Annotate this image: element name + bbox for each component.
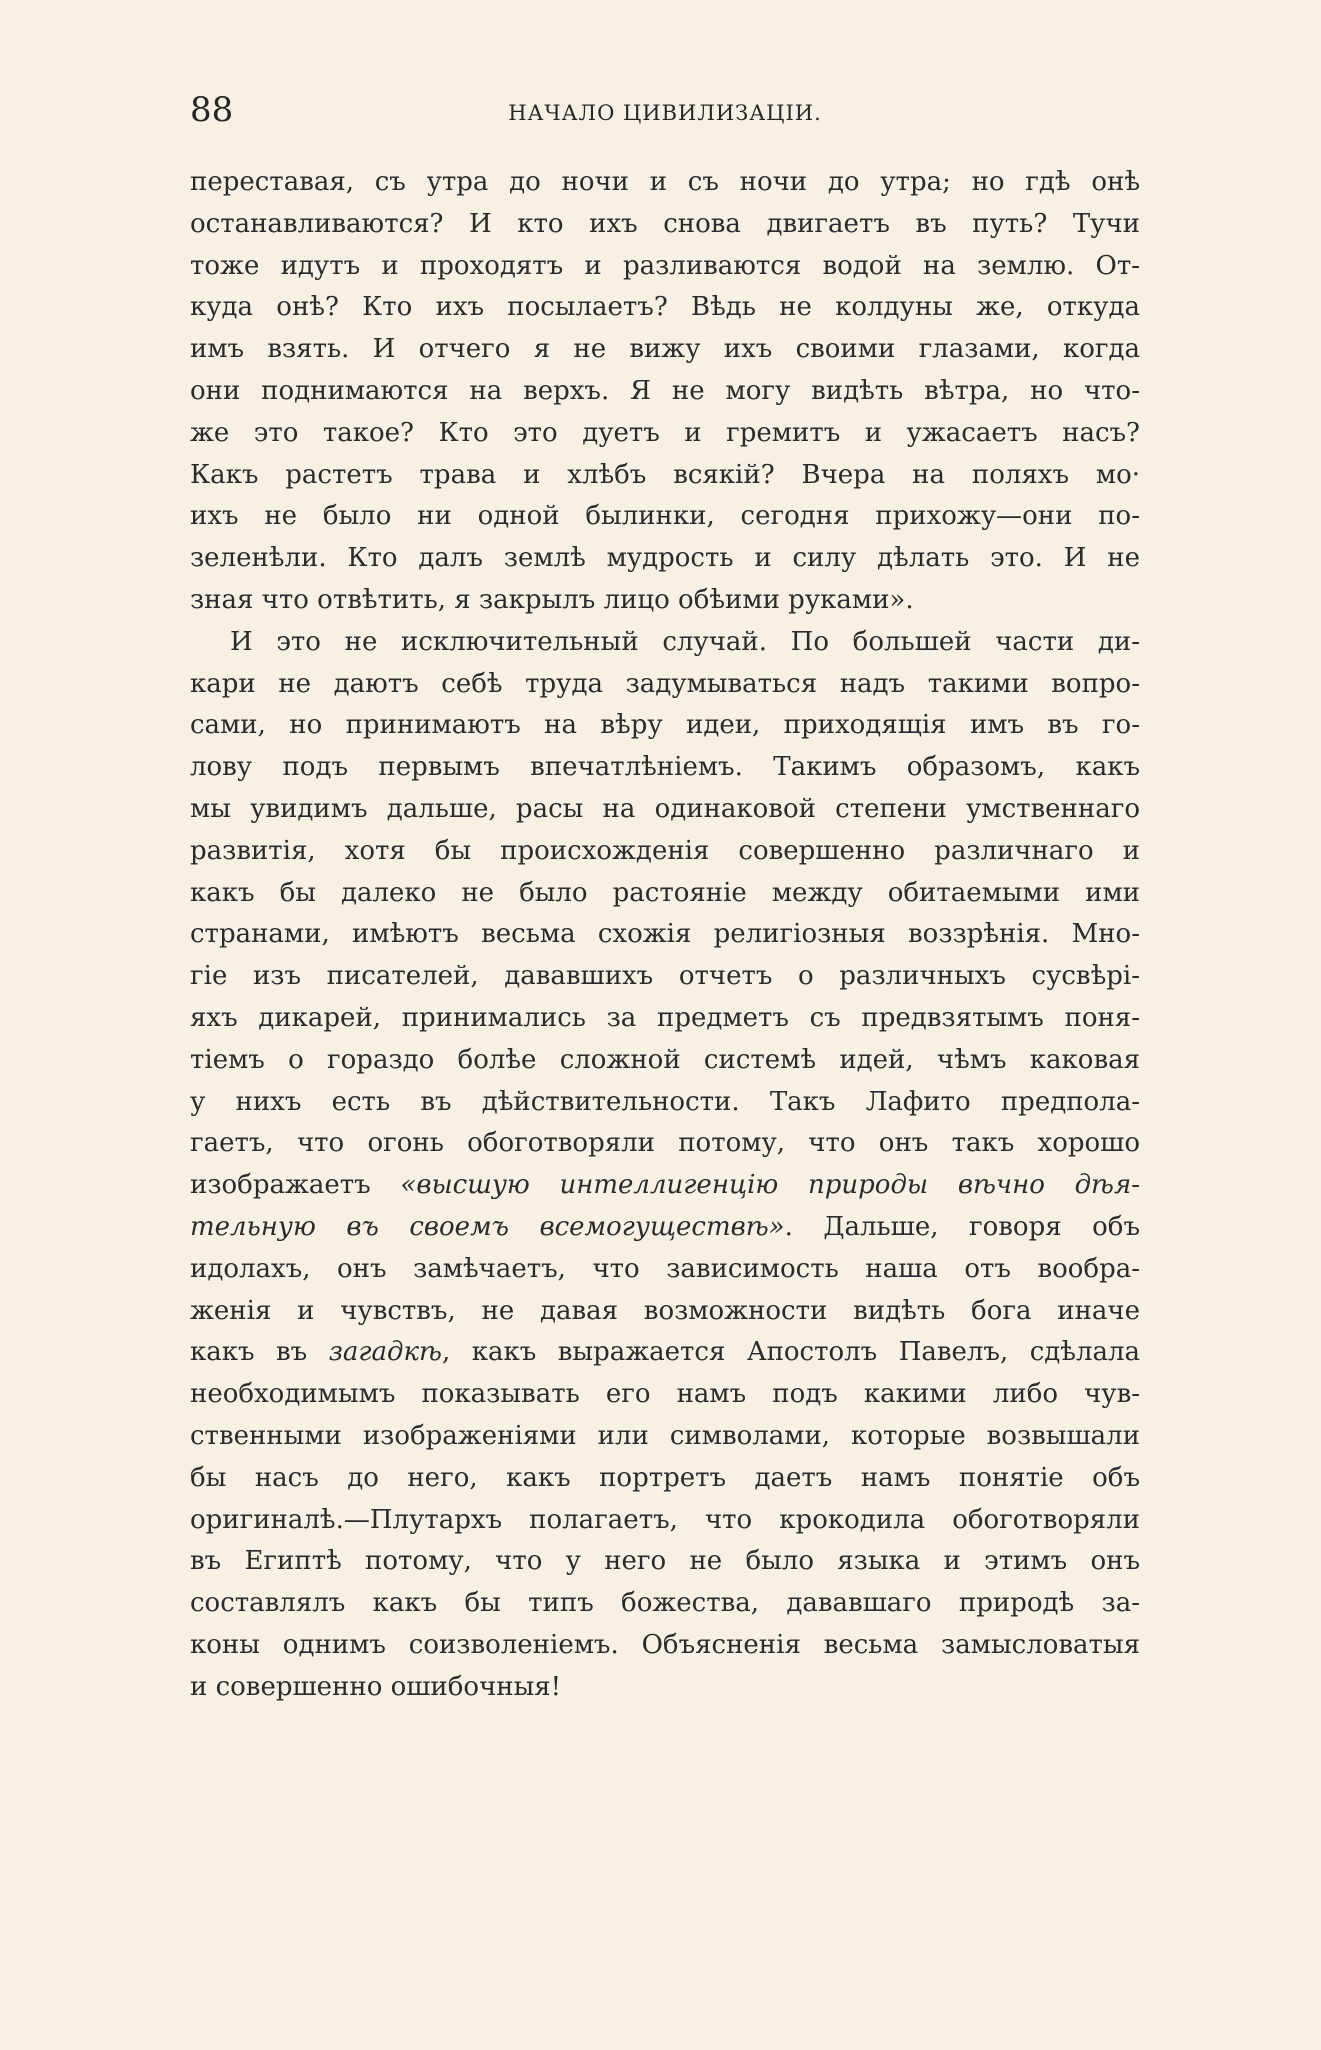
text-line xyxy=(190,1667,1140,1709)
text-segment: И это не исключительный случай. По большей части ди- xyxy=(230,626,1140,657)
text-line xyxy=(190,162,1140,204)
text-segment: кари не даютъ себѣ труда задумываться надъ такими вопро- xyxy=(190,668,1140,699)
text-segment: яхъ дикарей, принимались за предметъ съ предвзятымъ поня- xyxy=(190,1002,1140,1033)
text-line xyxy=(190,1374,1140,1416)
text-line xyxy=(190,455,1140,497)
text-segment: Какъ растетъ трава и хлѣбъ всякій? Вчера на поляхъ мо· xyxy=(190,459,1140,490)
text-line xyxy=(190,664,1140,706)
text-line xyxy=(190,831,1140,873)
text-segment: тоже идутъ и проходятъ и разливаются водой на землю. От- xyxy=(190,250,1140,281)
text-line xyxy=(190,1583,1140,1625)
text-line xyxy=(190,1416,1140,1458)
italic-text: тельную въ своемъ всемогуществѣ» xyxy=(190,1211,785,1242)
text-segment: и совершенно ошибочныя! xyxy=(190,1671,562,1702)
text-line xyxy=(190,1249,1140,1291)
text-segment: бы насъ до него, какъ портретъ даетъ намъ понятіе объ xyxy=(190,1462,1140,1493)
text-segment: коны однимъ соизволеніемъ. Объясненія весьма замысловатыя xyxy=(190,1629,1140,1660)
text-line xyxy=(190,371,1140,413)
page-number: 88 xyxy=(190,90,234,130)
text-segment: зная что отвѣтить, я закрылъ лицо обѣими руками». xyxy=(190,584,914,615)
text-segment: въ Египтѣ потому, что у него не было языка и этимъ онъ xyxy=(190,1546,1140,1577)
text-line xyxy=(190,1165,1140,1207)
text-line xyxy=(190,705,1140,747)
running-title: НАЧАЛО ЦИВИЛИЗАЦІИ. xyxy=(508,101,822,125)
text-line xyxy=(190,329,1140,371)
text-segment: какъ бы далеко не было растояніе между обитаемыми ими xyxy=(190,877,1140,908)
text-segment: тіемъ о гораздо болѣе сложной системѣ идей, чѣмъ каковая xyxy=(190,1044,1140,1075)
text-segment: лову подъ первымъ впечатлѣніемъ. Такимъ образомъ, какъ xyxy=(190,752,1140,783)
text-segment: же это такое? Кто это дуетъ и гремитъ и ужасаетъ насъ? xyxy=(190,417,1140,448)
italic-text: загадкѣ xyxy=(328,1337,442,1368)
text-line xyxy=(190,789,1140,831)
text-segment: куда онѣ? Кто ихъ посылаетъ? Вѣдь не колдуны же, откуда xyxy=(190,292,1140,323)
text-segment: составлялъ какъ бы типъ божества, дававшаго природѣ за- xyxy=(190,1588,1140,1619)
text-segment: мы увидимъ дальше, расы на одинаковой степени умственнаго xyxy=(190,793,1140,824)
text-line xyxy=(190,413,1140,455)
text-segment: . Дальше, говоря объ xyxy=(784,1211,1140,1242)
text-segment: необходимымъ показывать его намъ подъ какими либо чув- xyxy=(190,1379,1140,1410)
page-header xyxy=(190,90,1140,140)
text-line xyxy=(190,1332,1140,1374)
text-segment: они поднимаются на верхъ. Я не могу видѣть вѣтра, но что- xyxy=(190,375,1140,406)
text-line xyxy=(190,538,1140,580)
text-segment: идолахъ, онъ замѣчаетъ, что зависимость наша отъ вообра- xyxy=(190,1253,1140,1284)
text-segment: у нихъ есть въ дѣйствительности. Такъ Лафито предпола- xyxy=(190,1086,1140,1117)
text-line xyxy=(190,1500,1140,1542)
text-segment: ихъ не было ни одной былинки, сегодня прихожу—они по- xyxy=(190,501,1140,532)
text-line xyxy=(190,1458,1140,1500)
text-line xyxy=(190,1541,1140,1583)
text-segment: гаетъ, что огонь обоготворяли потому, что онъ такъ хорошо xyxy=(190,1128,1140,1159)
text-segment: изображаетъ xyxy=(190,1170,401,1201)
text-line xyxy=(190,1625,1140,1667)
text-line xyxy=(190,1123,1140,1165)
text-segment: гіе изъ писателей, дававшихъ отчетъ о различныхъ сусвѣрі- xyxy=(190,961,1140,992)
text-segment: , какъ выражается Апостолъ Павелъ, сдѣлала xyxy=(441,1337,1140,1368)
text-segment: переставая, съ утра до ночи и съ ночи до утра; но гдѣ онѣ xyxy=(190,167,1140,197)
text-line xyxy=(190,747,1140,789)
text-line xyxy=(190,204,1140,246)
text-line xyxy=(190,287,1140,329)
text-line xyxy=(190,246,1140,288)
text-segment: оригиналѣ.—Плутархъ полагаетъ, что крокодила обоготворяли xyxy=(190,1504,1140,1535)
text-line xyxy=(190,1040,1140,1082)
text-segment: имъ взять. И отчего я не вижу ихъ своими глазами, когда xyxy=(190,334,1140,365)
italic-text: «высшую интеллигенцію природы вѣчно дѣя- xyxy=(400,1170,1140,1201)
text-line xyxy=(190,496,1140,538)
text-line xyxy=(190,580,1140,622)
text-line xyxy=(190,622,1140,664)
text-segment: сами, но принимаютъ на вѣру идеи, приходящія имъ въ го- xyxy=(190,710,1140,741)
text-segment: развитія, хотя бы происхожденія совершенно различнаго и xyxy=(190,835,1140,866)
text-segment: странами, имѣютъ весьма схожія религіозныя воззрѣнія. Мно- xyxy=(190,919,1140,950)
text-segment: какъ въ xyxy=(190,1337,329,1368)
text-line xyxy=(190,998,1140,1040)
body-text xyxy=(190,162,1140,1708)
text-line xyxy=(190,1207,1140,1249)
text-segment: зеленѣли. Кто далъ землѣ мудрость и силу дѣлать это. И не xyxy=(190,543,1140,574)
text-line xyxy=(190,914,1140,956)
text-segment: женія и чувствъ, не давая возможности видѣть бога иначе xyxy=(190,1295,1140,1326)
paragraph xyxy=(190,162,1140,622)
text-segment: ственными изображеніями или символами, которые возвышали xyxy=(190,1420,1140,1451)
text-line xyxy=(190,1291,1140,1333)
text-line xyxy=(190,873,1140,915)
paragraph xyxy=(190,622,1140,1709)
text-line xyxy=(190,956,1140,998)
text-segment: останавливаются? И кто ихъ снова двигаетъ въ путь? Тучи xyxy=(190,208,1140,239)
text-line xyxy=(190,1082,1140,1124)
